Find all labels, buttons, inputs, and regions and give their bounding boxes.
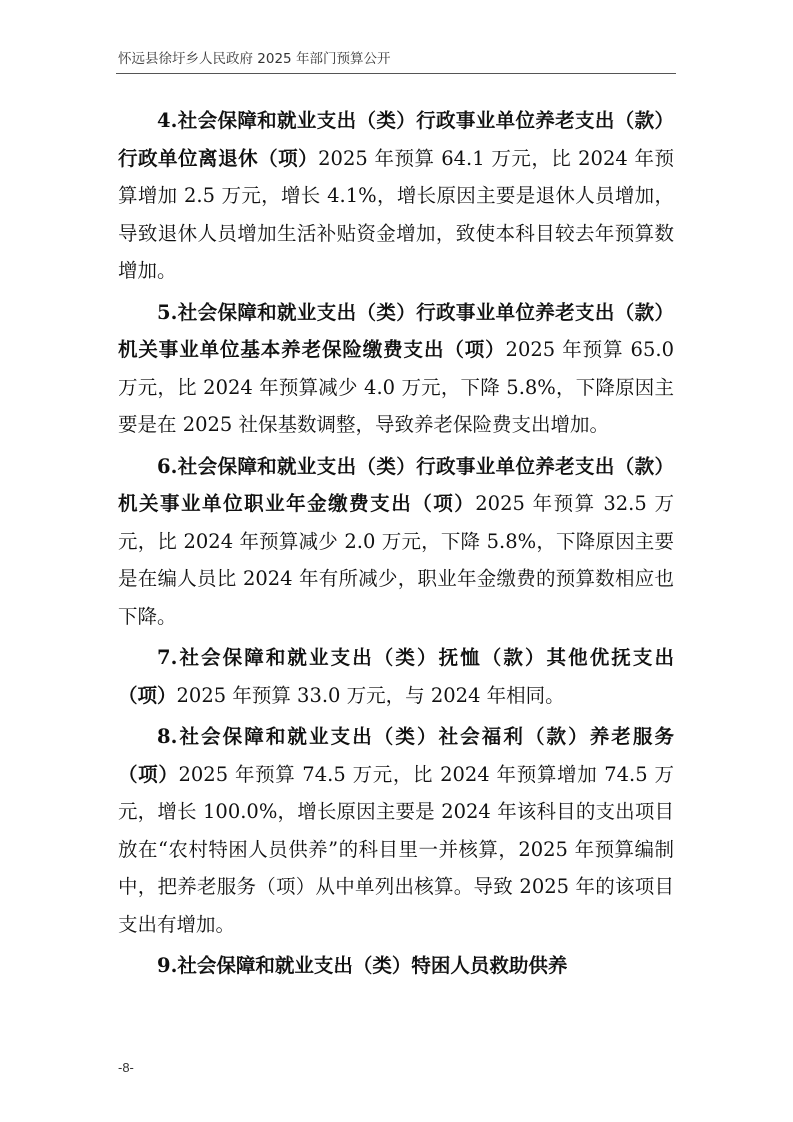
paragraph-heading: 9.社会保障和就业支出（类）特困人员救助供养 — [157, 954, 568, 977]
paragraph-text: 2025 年预算 65.0 万元，比 2024 年预算减少 4.0 万元，下降 5.8%，下降原因主要是在 2025 社保基数调整，导致养老保险费支出增加。 — [118, 338, 674, 436]
paragraph-heading: 6.社会保障和就业支出（类）行政事业单位养老支出（款）机关事业单位职业年金缴费支出（项） — [118, 454, 674, 515]
running-header: 怀远县徐圩乡人民政府 2025 年部门预算公开 — [118, 51, 391, 67]
paragraph-item-6 — [118, 448, 674, 636]
header-divider — [116, 73, 676, 74]
paragraph-item-4 — [118, 102, 674, 290]
paragraph-heading: 8.社会保障和就业支出（类）社会福利（款）养老服务（项） — [118, 725, 674, 786]
paragraph-text: 2025 年预算 32.5 万元，比 2024 年预算减少 2.0 万元，下降 5.8%，下降原因主要是在编人员比 2024 年有所减少，职业年金缴费的预算数相应也下降。 — [118, 492, 674, 628]
paragraph-item-8 — [118, 718, 674, 943]
paragraph-heading: 4.社会保障和就业支出（类）行政事业单位养老支出（款）行政单位离退休（项） — [118, 109, 674, 170]
document-body — [118, 102, 674, 989]
paragraph-heading: 5.社会保障和就业支出（类）行政事业单位养老支出（款）机关事业单位基本养老保险缴费支出（项） — [118, 300, 674, 361]
paragraph-text: 2025 年预算 33.0 万元，与 2024 年相同。 — [176, 683, 565, 707]
paragraph-text: 2025 年预算 74.5 万元，比 2024 年预算增加 74.5 万元，增长 100.0%，增长原因主要是 2024 年该科目的支出项目放在“农村特困人员供养”的科目里一并核算，2025 年预算编制中，把养老服务（项）从中单列出核算。导致 2025 年的该项目支出有增加。 — [118, 762, 674, 936]
page-number: -8- — [118, 1060, 134, 1075]
paragraph-item-7 — [118, 639, 674, 714]
paragraph-item-5 — [118, 294, 674, 444]
paragraph-heading: 7.社会保障和就业支出（类）抚恤（款）其他优抚支出（项） — [118, 646, 674, 707]
paragraph-text: 2025 年预算 64.1 万元，比 2024 年预算增加 2.5 万元，增长 4.1%，增长原因主要是退休人员增加，导致退休人员增加生活补贴资金增加，致使本科目较去年预算数增加。 — [118, 146, 674, 282]
paragraph-item-9 — [118, 947, 674, 985]
